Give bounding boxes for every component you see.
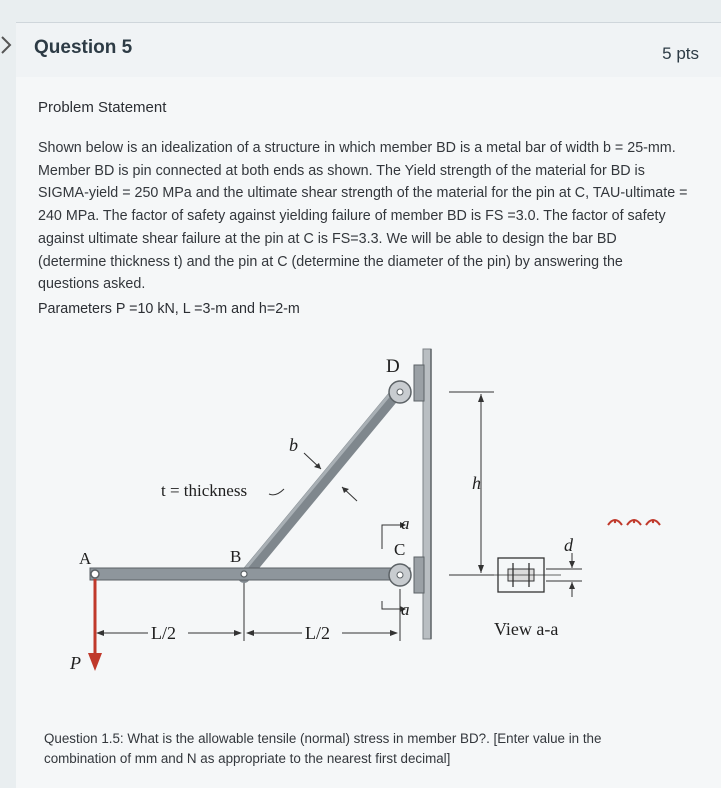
dim-l2-left-arrow-r (234, 630, 242, 636)
dim-l2-left-arrow-l (96, 630, 104, 636)
member-bd (244, 391, 398, 577)
emoji-decoration-icon (606, 514, 666, 528)
member-bd-highlight (242, 387, 396, 573)
label-l2-left: L/2 (151, 623, 176, 643)
label-view-aa: View a-a (494, 619, 559, 639)
structure-diagram (16, 339, 721, 719)
label-b-point: B (230, 547, 242, 566)
load-arrowhead (88, 653, 102, 671)
label-thickness: t = thickness (161, 481, 248, 500)
problem-statement: Shown below is an idealization of a structure in which member BD is a metal bar of width b = 25-mm. Member BD is pin connected at both ends as shown. The Yield strength of the material for BD is SIGMA-yield = 250 MPa and the ultimate shear strength of the material for the pin at C, TAU-ultimate = 240 MPa. The factor of safety against yielding failure of member BD is FS =3.0. The factor of safety against ultimate shear failure at the pin at C is FS=3.3. We will be able to design the bar BD (determine thickness t) and the pin at C (determine the diameter of the pin) by answering the questions asked. (38, 140, 688, 293)
label-h: h (472, 473, 481, 493)
bracket-d (414, 365, 424, 401)
label-a-bottom: a (401, 600, 410, 619)
label-l2-right: L/2 (305, 623, 330, 643)
dim-l2-right-arrow-l (246, 630, 254, 636)
label-c: C (394, 540, 406, 559)
dim-l2-right-arrow-r (390, 630, 398, 636)
question-body (16, 77, 721, 788)
d-arrow-up (569, 582, 575, 589)
pin-a (91, 570, 99, 578)
label-d: D (386, 356, 400, 377)
problem-parameters: Parameters P =10 kN, L =3-m and h=2-m (38, 301, 300, 317)
question-header (16, 22, 721, 78)
question-points: 5 pts (662, 44, 699, 63)
h-arrow-down (478, 565, 484, 573)
pin-d-hole (397, 389, 403, 395)
label-p: P (70, 653, 81, 673)
member-ac (90, 568, 410, 580)
bracket-c (414, 557, 424, 593)
label-a: A (79, 549, 92, 568)
label-a-top: a (401, 514, 410, 533)
d-arrow-down (569, 561, 575, 568)
problem-heading: Problem Statement (38, 99, 167, 116)
pin-c-hole (397, 572, 403, 578)
question-title: Question 5 (34, 37, 133, 58)
thickness-leader (269, 489, 284, 495)
question-part-text: Question 1.5: What is the allowable tensile (normal) stress in member BD?. [Enter value in the combination of mm and N as appropriate to the nearest first decimal] (44, 731, 602, 766)
h-arrow-up (478, 394, 484, 402)
pin-b (241, 571, 247, 577)
label-b-width: b (289, 435, 298, 455)
collapse-chevron-icon[interactable] (0, 34, 14, 56)
label-d-diameter: d (564, 535, 573, 555)
section-marker-bottom (382, 601, 400, 609)
